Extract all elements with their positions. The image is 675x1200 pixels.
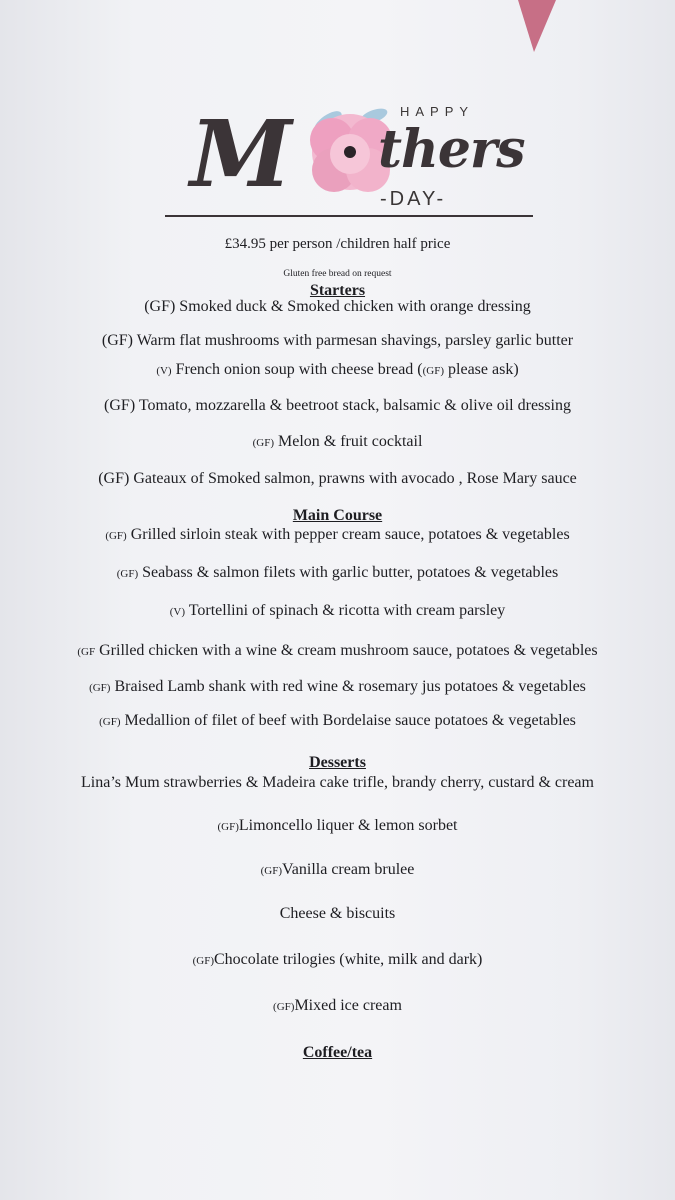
logo-m-letter: M [190,100,292,208]
logo-underline [165,215,533,217]
gf-tag: (GF) [116,568,139,580]
gluten-note: Gluten free bread on request [283,269,392,279]
coffee-heading: Coffee/tea [302,1044,373,1061]
veg-tag: (V) [169,606,185,618]
starters-heading: Starters [309,282,366,299]
gf-tag: (GF) [252,437,274,449]
dessert-item-1: Lina’s Mum strawberries & Madeira cake trifle, brandy cherry, custard & cream [81,774,594,791]
bunting-flag-decoration [518,0,556,52]
main-item-6: (GF) Medallion of filet of beef with Bordelaise sauce potatoes & vegetables [99,712,576,729]
gf-tag: (GF) [192,955,214,967]
starter-item-3: (V) French onion soup with cheese bread ((GF) please ask) [156,361,519,378]
dessert-item-2: (GF)Limoncello liquer & lemon sorbet [217,817,458,834]
starter-item-5: (GF) Melon & fruit cocktail [252,433,423,450]
logo-day-text: -DAY- [380,188,447,210]
veg-tag: (V) [156,365,172,377]
gf-tag: (GF) [260,865,282,877]
starter-item-4: (GF) Tomato, mozzarella & beetroot stack, balsamic & olive oil dressing [104,397,571,414]
dessert-item-3: (GF)Vanilla cream brulee [260,861,415,878]
dessert-item-6: (GF)Mixed ice cream [273,997,402,1014]
starter-item-2: (GF) Warm flat mushrooms with parmesan shavings, parsley garlic butter [101,332,574,349]
gf-tag: (GF) [105,530,127,542]
gf-tag: (GF) [99,716,121,728]
logo-happy-text: HAPPY [400,104,475,119]
main-course-heading: Main Course [292,507,383,524]
logo-thers-text: thers [378,119,525,180]
main-item-4: (GF Grilled chicken with a wine & cream mushroom sauce, potatoes & vegetables [77,642,598,659]
gf-tag: (GF [77,646,96,658]
desserts-heading: Desserts [309,754,366,771]
gf-tag: (GF) [217,821,239,833]
main-item-5: (GF) Braised Lamb shank with red wine & rosemary jus potatoes & vegetables [89,678,586,695]
gf-tag: (GF) [89,682,111,694]
mothers-day-logo [160,92,540,224]
gf-tag: (GF) [422,365,445,377]
starter-item-6: (GF) Gateaux of Smoked salmon, prawns with avocado , Rose Mary sauce [98,470,577,487]
main-item-2: (GF) Seabass & salmon filets with garlic butter, potatoes & vegetables [116,564,559,581]
main-item-1: (GF) Grilled sirloin steak with pepper cream sauce, potatoes & vegetables [105,526,570,543]
dessert-item-4: Cheese & biscuits [279,905,396,922]
main-item-3: (V) Tortellini of spinach & ricotta with cream parsley [169,602,506,619]
price-line: £34.95 per person /children half price [224,236,451,252]
starter-item-1: (GF) Smoked duck & Smoked chicken with orange dressing [144,298,531,315]
gf-tag: (GF) [273,1001,295,1013]
dessert-item-5: (GF)Chocolate trilogies (white, milk and dark) [192,951,483,968]
